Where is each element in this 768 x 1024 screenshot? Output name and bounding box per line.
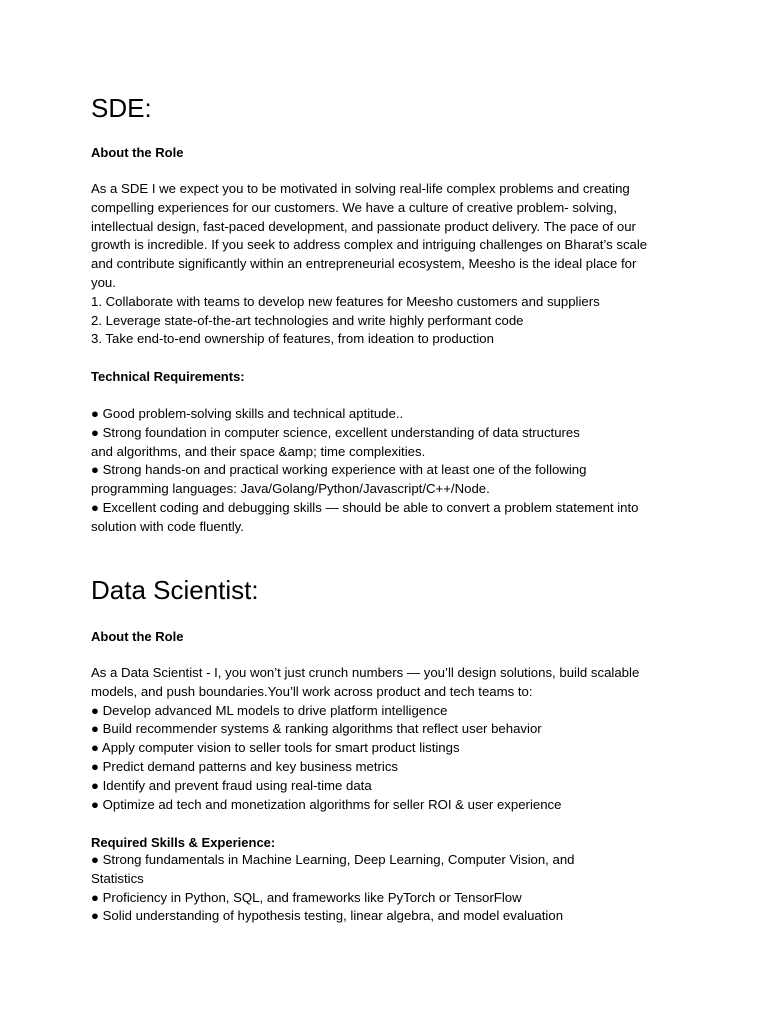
list-item: ● Develop advanced ML models to drive platform intelligence [91, 702, 448, 718]
list-item: 3. Take end-to-end ownership of features, from ideation to production [91, 331, 494, 347]
list-item-continuation: programming languages: Java/Golang/Python/Javascript/C++/Node. [91, 481, 490, 497]
text-line: and contribute significantly within an entrepreneurial ecosystem, Meesho is the ideal place for [91, 256, 637, 272]
sde-about-heading: About the Role [91, 145, 184, 160]
list-item: ● Apply computer vision to seller tools for smart product listings [91, 740, 460, 756]
ds-about-text [91, 664, 691, 814]
text-line: compelling experiences for our customers. We have a culture of creative problem- solving, [91, 199, 618, 215]
list-item: ● Build recommender systems & ranking algorithms that reflect user behavior [91, 721, 542, 737]
list-item-continuation: Statistics [91, 870, 144, 886]
ds-skills-list [91, 851, 691, 926]
list-item-continuation: and algorithms, and their space &amp; time complexities. [91, 443, 426, 459]
text-line: As a Data Scientist - I, you won’t just crunch numbers — you’ll design solutions, build scalable [91, 665, 640, 680]
text-line: you. [91, 274, 116, 290]
list-item: ● Strong foundation in computer science, excellent understanding of data structures [91, 424, 580, 440]
list-item: ● Predict demand patterns and key business metrics [91, 758, 399, 774]
sde-tech-heading: Technical Requirements: [91, 369, 245, 384]
list-item: ● Strong hands-on and practical working experience with at least one of the following [91, 462, 587, 478]
list-item: ● Identify and prevent fraud using real-time data [91, 777, 372, 793]
ds-about-heading: About the Role [91, 629, 184, 644]
text-line: intellectual design, fast-paced development, and passionate product delivery. The pace of our [91, 218, 636, 234]
list-item: ● Good problem-solving skills and technical aptitude.. [91, 406, 404, 421]
list-item: ● Proficiency in Python, SQL, and frameworks like PyTorch or TensorFlow [91, 889, 522, 905]
list-item: 1. Collaborate with teams to develop new features for Meesho customers and suppliers [91, 293, 600, 309]
sde-about-text [91, 180, 691, 349]
text-line: models, and push boundaries.You’ll work across product and tech teams to: [91, 683, 533, 699]
text-line: As a SDE I we expect you to be motivated in solving real-life complex problems and creating [91, 181, 630, 196]
list-item: ● Strong fundamentals in Machine Learning, Deep Learning, Computer Vision, and [91, 852, 575, 867]
text-line: growth is incredible. If you seek to address complex and intriguing challenges on Bharat’s scale [91, 237, 648, 253]
sde-tech-list [91, 405, 691, 537]
sde-title: SDE: [91, 93, 152, 123]
ds-title: Data Scientist: [91, 575, 259, 605]
list-item: ● Excellent coding and debugging skills — should be able to convert a problem statement into [91, 499, 639, 515]
ds-skills-heading: Required Skills & Experience: [91, 835, 276, 850]
list-item: ● Optimize ad tech and monetization algorithms for seller ROI & user experience [91, 796, 562, 812]
list-item: 2. Leverage state-of-the-art technologies and write highly performant code [91, 312, 524, 328]
list-item-continuation: solution with code fluently. [91, 518, 244, 534]
list-item: ● Solid understanding of hypothesis testing, linear algebra, and model evaluation [91, 908, 564, 924]
